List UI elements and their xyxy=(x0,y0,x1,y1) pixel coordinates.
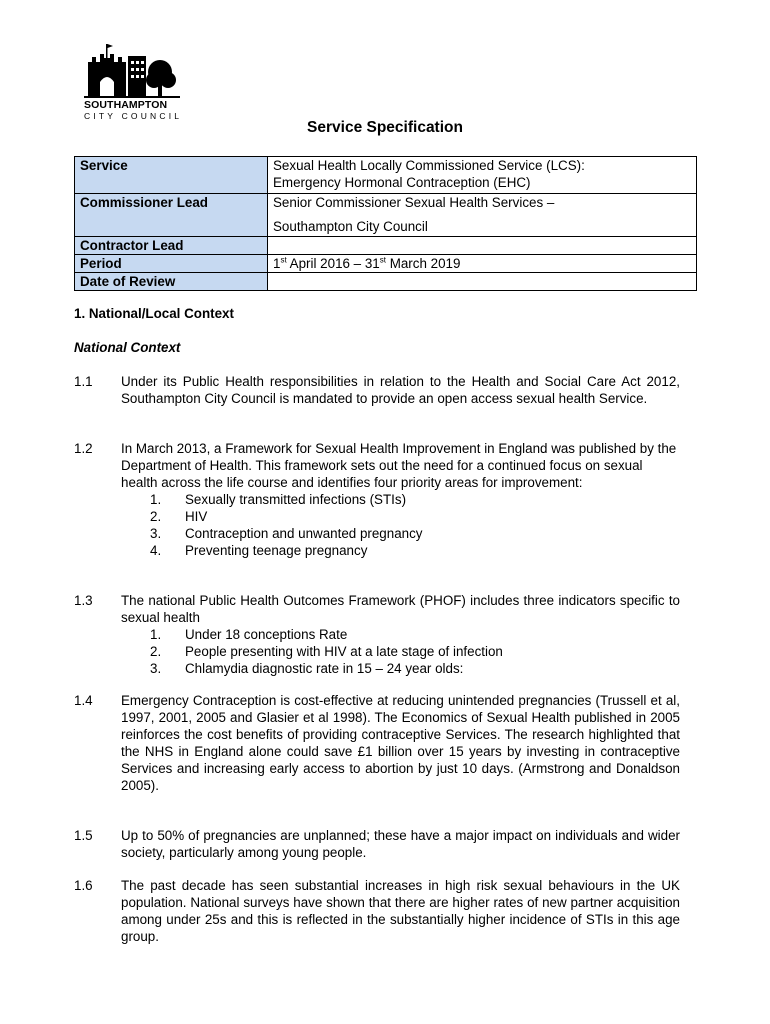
period-value xyxy=(268,255,697,273)
list-item: 4. Preventing teenage pregnancy xyxy=(150,543,368,558)
commissioner-value-line2: Southampton City Council xyxy=(273,219,428,234)
paragraph-number: 1.4 xyxy=(74,693,93,708)
period-start-suffix: st xyxy=(280,255,287,265)
service-value-line1: Sexual Health Locally Commissioned Service (LCS): xyxy=(273,158,585,173)
paragraph-number: 1.3 xyxy=(74,593,93,608)
list-item: 1. Under 18 conceptions Rate xyxy=(150,627,348,642)
paragraph-number: 1.1 xyxy=(74,374,93,389)
commissioner-value-line1: Senior Commissioner Sexual Health Services – xyxy=(273,195,555,210)
page-title: Service Specification xyxy=(307,119,463,136)
paragraph-text: Emergency Contraception is cost-effective at reducing unintended pregnancies (Trussell et al, 1997, 2001, 2005 and Glasier et al 1998). The Economics of Sexual Health published in 2005 reinforces the cost benefits of providing contraceptive Services. The research highlighted that the NHS in England alone could save £1 billion over 15 years by investing in contraceptive Services and increasing early access to abortion by just 10 days. (Armstrong and Donaldson 2005). xyxy=(121,693,680,793)
table-row xyxy=(75,194,697,237)
period-middle-text: April 2016 – 31 xyxy=(286,256,380,271)
logo-name: SOUTHAMPTON xyxy=(84,99,168,111)
paragraph-text: In March 2013, a Framework for Sexual Health Improvement in England was published by the Department of Health. This framework sets out the need for a continued focus on sexual health across the life course and identifies four priority areas for improvement: xyxy=(121,441,677,490)
priority-list xyxy=(150,491,680,559)
paragraph-text: The national Public Health Outcomes Framework (PHOF) includes three indicators specific to sexual health xyxy=(121,593,680,625)
paragraph-1-3 xyxy=(74,592,680,677)
section-heading: 1. National/Local Context xyxy=(74,306,234,321)
service-value xyxy=(268,157,697,194)
paragraph-text: Up to 50% of pregnancies are unplanned; these have a major impact on individuals and wider society, particularly among young people. xyxy=(121,828,680,860)
period-start-day: 1 xyxy=(273,256,281,271)
service-label: Service xyxy=(75,157,268,194)
council-logo xyxy=(84,42,184,121)
paragraph-text: The past decade has seen substantial increases in high risk sexual behaviours in the UK population. National surveys have shown that there are higher rates of new partner acquisition among under 25s and this is reflected in the substantially higher incidence of STIs in this age group. xyxy=(121,878,680,944)
contractor-label: Contractor Lead xyxy=(75,237,268,255)
table-row xyxy=(75,237,697,255)
paragraph-1-1 xyxy=(74,373,680,407)
table-row xyxy=(75,157,697,194)
paragraph-1-4 xyxy=(74,692,680,794)
castle-logo-icon xyxy=(84,42,180,98)
table-row xyxy=(75,255,697,273)
commissioner-label: Commissioner Lead xyxy=(75,194,268,237)
list-item: 1. Sexually transmitted infections (STIs) xyxy=(150,492,407,507)
review-value xyxy=(268,273,697,291)
logo-subtitle: CITY COUNCIL xyxy=(84,111,183,121)
indicator-list xyxy=(150,626,680,677)
paragraph-text: Under its Public Health responsibilities in relation to the Health and Social Care Act 2012, Southampton City Council is mandated to provide an open access sexual health Service. xyxy=(121,374,680,406)
section-subheading: National Context xyxy=(74,340,181,355)
service-value-line2: Emergency Hormonal Contraception (EHC) xyxy=(273,175,531,190)
specification-table xyxy=(74,156,697,291)
commissioner-value xyxy=(268,194,697,237)
contractor-value xyxy=(268,237,697,255)
review-label: Date of Review xyxy=(75,273,268,291)
paragraph-1-6 xyxy=(74,877,680,945)
list-item: 3. Contraception and unwanted pregnancy xyxy=(150,526,423,541)
list-item: 2. People presenting with HIV at a late stage of infection xyxy=(150,644,503,659)
list-item: 3. Chlamydia diagnostic rate in 15 – 24 year olds: xyxy=(150,661,464,676)
table-row xyxy=(75,273,697,291)
paragraph-number: 1.2 xyxy=(74,441,93,456)
period-end-suffix: st xyxy=(379,255,386,265)
paragraph-1-2 xyxy=(74,440,680,559)
paragraph-number: 1.6 xyxy=(74,878,93,893)
list-item: 2. HIV xyxy=(150,509,208,524)
paragraph-1-5 xyxy=(74,827,680,861)
period-end-text: March 2019 xyxy=(385,256,461,271)
period-label: Period xyxy=(75,255,268,273)
paragraph-number: 1.5 xyxy=(74,828,93,843)
